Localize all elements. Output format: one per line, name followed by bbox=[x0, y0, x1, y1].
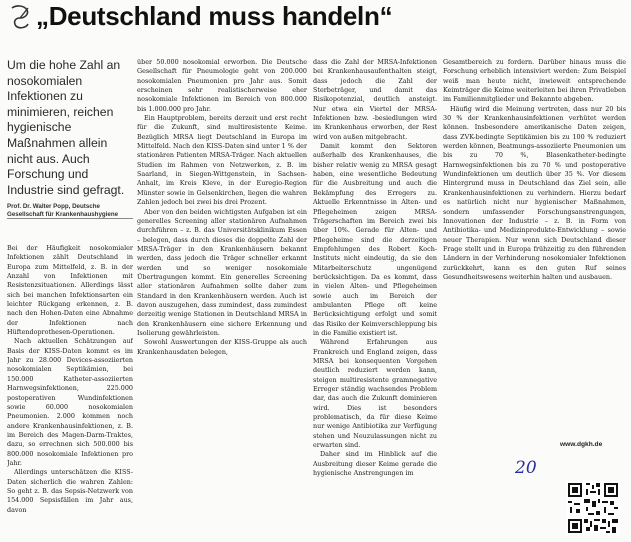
paragraph: Sowohl Auswertungen der KISS-Gruppe als auch Krankenhausdaten belegen, bbox=[137, 338, 307, 356]
paragraph: Ein Hauptproblem, bereits derzeit und erst recht für die Zukunft, sind multiresistente Keime. Bezüglich MRSA liegt Deutschland in Europa im Mittelfeld. Nach den KISS-Daten sind unter 1 % der stationären Patienten MRSA-Träger. Nach aktuellen Studien im Rahmen von Netzwerken, z. B. im Saarland, in Siegen-Wittgenstein, in Sachsen-Anhalt, im Kreis Kleve, in der Euregio-Region Münster sowie in Gelsenkirchen, liegen die wahren Zahlen jedoch bei zwei bis drei Prozent. bbox=[137, 114, 307, 207]
author-credit: Prof. Dr. Walter Popp, Deutsche Gesellschaft für Krankenhaushygiene bbox=[7, 203, 119, 218]
paragraph: Nach aktuellen Schätzungen auf Basis der KISS-Daten kommt es im Jahr zu 28.000 Devices-assoziierten nosokomialen Septikämien, bei 150.000 Katheter-assoziierten Harnwegsinfektionen, 225.000 postoperativen Wundinfektionen sowie 60.000 nosokomialen Pneumonien. 2.000 kommen noch andere Krankenhausinfektionen, z. B. im Bereich des Magen-Darm-Traktes, dazu, so errechnen sich 500.000 bis 800.000 nosokomiale Infektionen pro Jahr. bbox=[7, 337, 133, 467]
paragraph: Häufig wird die Meinung vertreten, dass nur 20 bis 30 % der Krankenhausinfektionen verhütet werden können. Insbesondere amerikanische Daten zeigen, dass ZVK-bedingte Septikämien bis zu 100 % reduziert werden können, Beatmungs-assoziierte Pneumonien um bis zu 70 %, Blasenkatheter-bedingte Harnwegsinfektionen bis zu 70 % und postoperative Wundinfektionen um deutlich über 35 %. Vor diesem Hintergrund muss in Deutschland das Ziel sein, alle Krankenhausinfektionen zu verhindern. Hierzu bedarf es natürlich nicht nur hygienischer Maßnahmen, sondern umfassender Forschungsanstrengungen, Innovationen der Industrie – z. B. in Form von Antibiotika- und Medizinprodukte-Entwicklung – sowie neuer Therapien. Nur wenn sich Deutschland dieser Frage stellt und in Europa frühzeitig zu den führenden Ländern in der Verhinderung nosokomialer Infektionen zurückkehrt, kann es den guten Ruf seines Gesundheitswesens weiterhin halten und ausbauen. bbox=[443, 104, 626, 281]
text-column-1 bbox=[7, 244, 133, 538]
article-lead: Um die hohe Zahl an nosokomialen Infektionen zu minimieren, reichen hygienische Maßnahmen allein nicht aus. Auch Forschung und Industrie sind gefragt. bbox=[7, 58, 125, 197]
paragraph: Allerdings unterschätzen die KISS-Daten sicherlich die wahren Zahlen: So geht z. B. das Sepsis-Netzwerk von 154.000 Sepsisfällen im Jahr aus, davon bbox=[7, 468, 133, 514]
paragraph: über 50.000 nosokomial erworben. Die Deutsche Gesellschaft für Pneumologie geht von 200.000 nosokomialen Pneumonien pro Jahr aus. Somit erscheinen sehr realistischerweise eher nosokomiale Infektionen im Bereich von 800.000 bis 1.000.000 pro Jahr. bbox=[137, 58, 307, 113]
handwritten-page-number: 20 bbox=[515, 458, 537, 478]
paragraph: Aber von den beiden wichtigsten Aufgaben ist ein generelles Screening aller stationären Aufnahmen durchführen – z. B. das Universitätsklinikum Essen – belegen, dass durch dieses die doppelte Zahl der MRSA-Träger in den Krankenhäusern bekannt werden, dass jedoch die Träger schneller erkannt werden und so weniger nosokomiale Übertragungen kommt. Ein generelles Screening aller stationären Aufnahmen sollte daher zum Standard in den Krankenhäusern werden. Auch ist davon auszugehen, dass zumindest, dass zumindest derzeitig wenige Stationen in Deutschland MRSA in den Krankenhäusern eine sichere Erkennung und Isolierung gewährleisten. bbox=[137, 207, 307, 337]
qr-code-icon[interactable] bbox=[566, 481, 620, 535]
text-column-2 bbox=[137, 58, 307, 538]
article-headline: „Deutschland muss handeln“ bbox=[36, 1, 393, 31]
website-link[interactable]: www.dgkh.de bbox=[560, 441, 603, 448]
paragraph: dass die Zahl der MRSA-Infektionen bei Krankenhausaufenthalten steigt, dass jedoch die Zahl der Sterbeträger, und damit das Risikopotenzial, deutlich ansteigt. Nur etwa ein Viertel der MRSA-Infektionen bzw. -besiedlungen wird im Krankenhaus erworben, der Rest wird von außen mitgebracht. bbox=[313, 58, 437, 141]
paragraph: Damit kommt den Sektoren außerhalb des Krankenhauses, die bisher relativ wenig zu MRSA gesagt haben, eine wesentliche Bedeutung für die Ausbreitung und auch die Bekämpfung des Erregers zu. Aktuelle Erkenntnisse in Alten- und Pflegeheimen zeigen MRSA-Trägerschaften im Bereich zwei bis über 10%. Gerade für Alten- und Pflegeheime sind die derzeitigen Empfehlungen des Robert Koch-Instituts nicht eindeutig, da sie den Mitarbeiterschutz ungenügend berücksichtigen. Da es kommt, dass in vielen Alten- und Pflegeheimen sowie auch im Bereich der ambulanten Pflege oft keine Berücksichtigung erfolgt und somit das Risiko der Keimverschleppung bis in die Familie existiert ist. bbox=[313, 142, 437, 337]
text-column-3 bbox=[313, 58, 437, 538]
paragraph: Gesamtbereich zu fordern. Darüber hinaus muss die Forschung erheblich intensiviert werden: Zum Beispiel weiß man heute nicht, inwieweit entsprechende Keimträger die Keime weiterleiten bei ihren Privatleben im Familienmitglieder und Bekannte abgeben. bbox=[443, 58, 626, 104]
divider-rule bbox=[7, 218, 133, 219]
paragraph: Während Erfahrungen aus Frankreich und England zeigen, dass MRSA bei konsequenten Vorgehen deutlich reduziert werden kann, steigen multiresistente gramnegative Erreger ständig wachsendes Problem dar, das auch die Zukunft dominieren wird. Dies ist besonders problematisch, da für diese Keime nur wenige Antibiotika zur Verfügung stehen und Neuzulassungen nicht zu erwarten sind. bbox=[313, 338, 437, 450]
paragraph: Daher sind im Hinblick auf die Ausbreitung dieser Keime gerade die hygienische Anstrengungen im bbox=[313, 450, 437, 478]
dgkh-logo-icon bbox=[8, 4, 32, 30]
text-column-4 bbox=[443, 58, 626, 438]
paragraph: Bei der Häufigkeit nosokomialer Infektionen zählt Deutschland in Europa zum Mittelfeld, z. B. in der Anzahl von Infektionen mit Resistenzsituationen. Allerdings lässt sich bei manchen Infektionsarten ein leichter Rückgang erkennen, z. B. nach den Hohen-Daten eine Abnahme der Infektionen nach Hüftendoprothesen-Operationen. bbox=[7, 244, 133, 337]
